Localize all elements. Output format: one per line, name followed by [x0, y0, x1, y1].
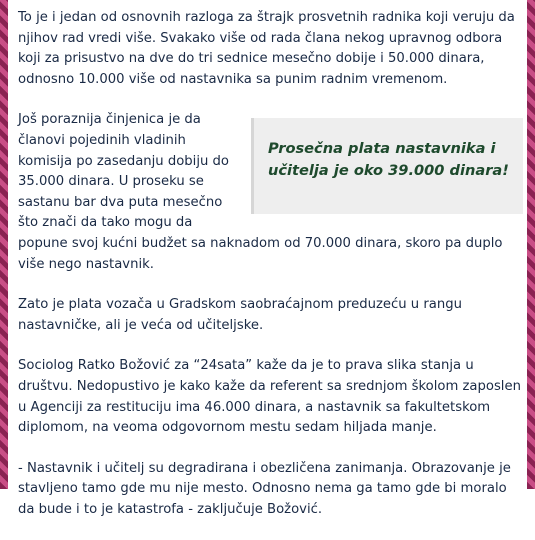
paragraph-2: Još poraznija činjenica je da članovi pojedinih vladinih komisija po zasedanju dobiju do 35.000 dinara. U proseku se sastanu bar dva puta mesečno što znači da tako mogu da popune svoj kućni budžet sa naknadom od 70.000 dinara, skoro pa duplo više nego nastavnik. [18, 112, 503, 272]
paragraph-1: To je i jedan od osnovnih razloga za štrajk prosvetnih radnika koji veruju da njihov rad vredi više. Svakako više od rada člana nekog upravnog odbora koji za prisustvo na dve do tri sednice mesečno dobije i 50.000 dinara, odnosno 10.000 više od nastavnika sa punim radnim vremenom. [18, 10, 515, 87]
left-decorative-border [0, 0, 8, 489]
pull-quote: Prosečna plata nastavnika i učitelja je oko 39.000 dinara! [251, 118, 523, 214]
paragraph-5: - Nastavnik i učitelj su degradirana i obezličena zanimanja. Obrazovanje je stavljeno tamo gde mu nije mesto. Odnosno nema ga tamo gde bi moralo da bude i to je katastrofa - zaključuje Božović. [18, 460, 511, 517]
paragraph-4: Sociolog Ratko Božović za “24sata” kaže da je to prava slika stanja u društvu. Nedopustivo je kako kaže da referent sa srednjom školom zaposlen u Agenciji za restituciju ima 46.000 dinara, a nastavnik sa fakultetskom diplomom, na veoma odgovornom mestu sedam hiljada manje. [18, 358, 521, 436]
article-body [18, 8, 523, 540]
right-decorative-border [527, 0, 535, 489]
paragraph-3: Zato je plata vozača u Gradskom saobraćajnom preduzeću u rangu nastavničke, ali je veća od učiteljske. [18, 297, 462, 333]
